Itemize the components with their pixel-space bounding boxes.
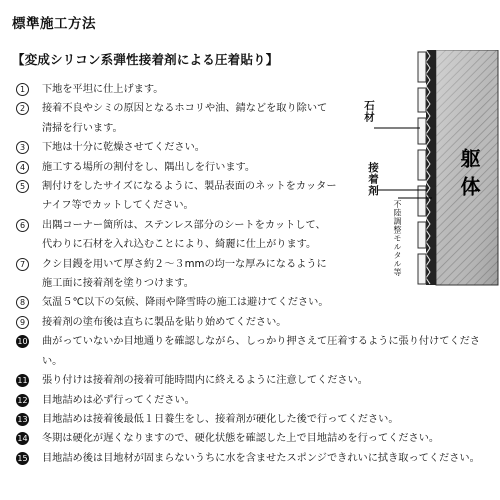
step-text: 目地詰めは必ず行ってください。 (42, 394, 195, 406)
step-text: 接着剤の塗布後は直ちに製品を貼り始めてください。 (42, 316, 287, 328)
section-subtitle: 【変成シリコン系弾性接着剤による圧着貼り】 (12, 52, 279, 67)
step-number-badge: 1 (16, 83, 29, 96)
step-text: 下地を平坦に仕上げます。 (42, 84, 164, 95)
mortar-label: 不陸調整モルタル等 (393, 200, 402, 277)
step-item (16, 293, 486, 312)
adhesive-label: 接着剤 (367, 162, 379, 197)
step-number-badge: 11 (17, 376, 28, 386)
step-text: 張り付けは接着剤の接着可能時間内に終えるように注意してください。 (42, 375, 368, 387)
step-number-badge: 10 (17, 337, 28, 347)
step-text: 代わりに石材を入れ込むことにより、綺麗に仕上がります。 (42, 239, 317, 251)
cross-section-diagram (352, 50, 500, 290)
step-text: 目地詰めは接着後最低１日養生をし、接着剤が硬化した後で行ってください。 (42, 413, 399, 425)
page-title: 標準施工方法 (12, 16, 96, 32)
step-text: 曲がっていないか目地通りを確認しながら、しっかり押さえて圧着するように張り付けてください。 (42, 336, 481, 367)
step-item (16, 371, 486, 390)
step-number-badge: 12 (17, 395, 28, 405)
step-number-badge: 3 (16, 141, 29, 154)
step-item (16, 410, 486, 429)
step-text: 清掃を行います。 (42, 122, 123, 134)
step-item (16, 313, 486, 332)
step-number-badge: 2 (16, 102, 29, 115)
step-item (16, 429, 486, 448)
step-item (16, 332, 486, 371)
step-number-badge: 6 (16, 219, 29, 232)
step-text: 気温５℃以下の気候、降雨や降雪時の施工は避けてください。 (42, 297, 329, 309)
step-number-badge: 8 (16, 296, 29, 309)
step-number-badge: 13 (17, 414, 28, 424)
step-number-badge: 4 (16, 161, 29, 174)
step-text: 割付けをしたサイズになるように、製品表面のネットをカッター (42, 181, 337, 193)
step-text: 冬期は硬化が遅くなりますので、硬化状態を確認した上で目地詰めを行ってください。 (42, 433, 440, 445)
step-text: ナイフ等でカットしてください。 (42, 200, 194, 212)
wall-body-label: 躯体 (457, 148, 481, 204)
step-text: 施工する場所の割付をし、隅出しを行います。 (42, 161, 256, 173)
step-number-badge: 5 (16, 180, 29, 193)
step-number-badge: 14 (17, 434, 28, 444)
step-number-badge: 15 (17, 453, 28, 463)
step-text: 接着不良やシミの原因となるホコリや油、錆などを取り除いて (42, 103, 328, 115)
step-item (16, 449, 486, 468)
stone-label: 石材 (363, 100, 375, 123)
step-text: 下地は十分に乾燥させてください。 (42, 142, 205, 154)
step-number-badge: 7 (16, 258, 29, 271)
step-text: 目地詰め後は目地材が固まらないうちに水を含ませたスポンジできれいに拭き取ってください。 (42, 452, 480, 464)
step-number-badge: 9 (16, 316, 29, 329)
step-text: クシ目鏝を用いて厚さ約２～３mmの均一な厚みになるように (42, 258, 327, 270)
step-text: 施工面に接着剤を塗りつけます。 (42, 278, 194, 290)
stone-tiles-shape (418, 52, 426, 284)
step-item (16, 391, 486, 410)
step-text: 出隅コーナー箇所は、ステンレス部分のシートをカットして、 (42, 219, 326, 231)
